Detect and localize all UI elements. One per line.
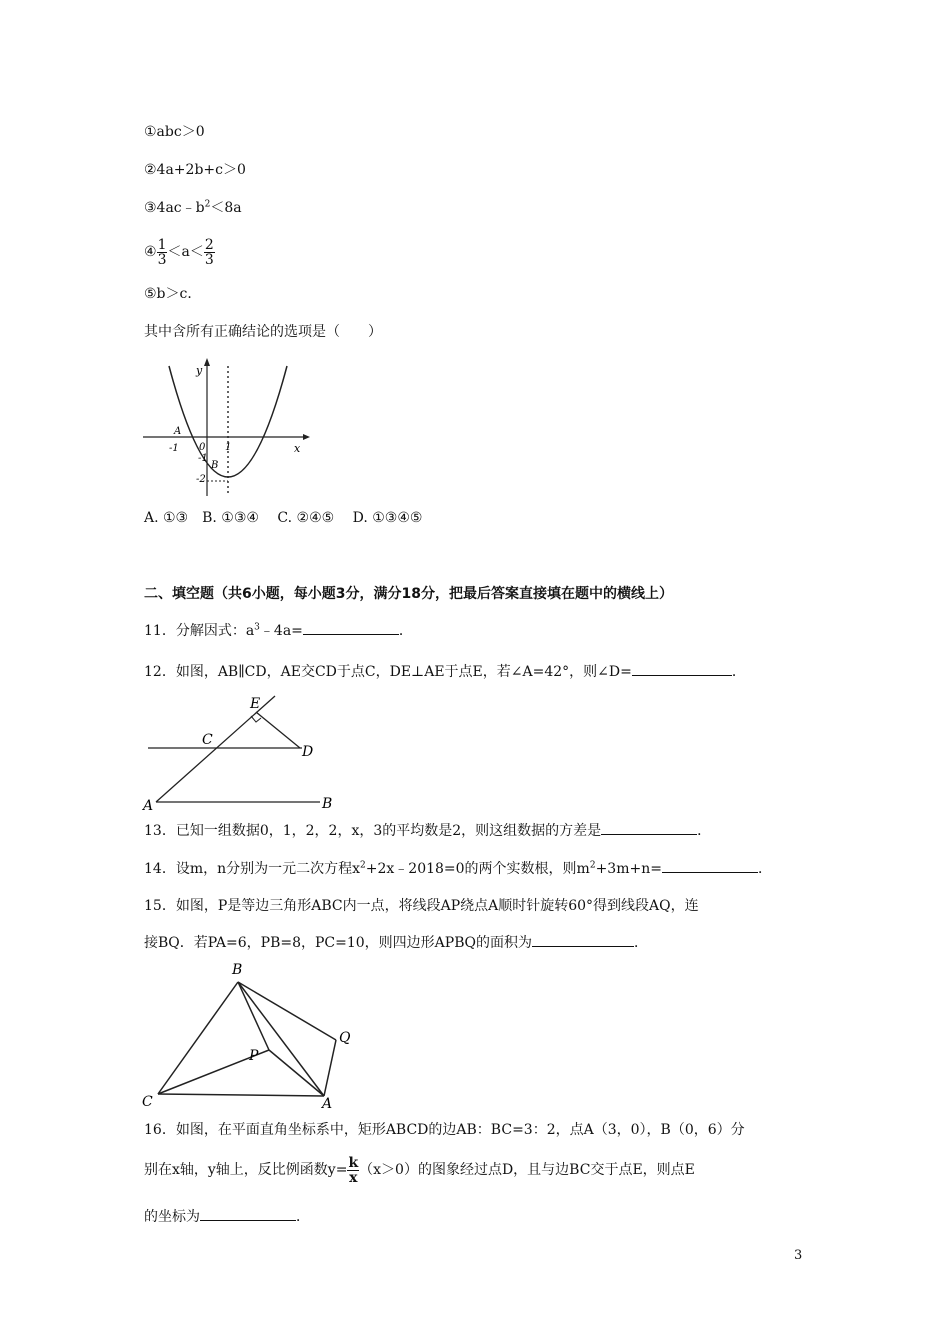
question-16-line-1: 16．如图，在平面直角坐标系中，矩形ABCD的边AB：BC=3：2，点A（3，0），B（0，6）分 <box>144 1122 745 1138</box>
option-5: ⑤b＞c． <box>144 286 202 302</box>
option-4-fraction-1 <box>157 238 168 267</box>
option-4-prefix: ④ <box>144 244 157 260</box>
q12-answer-blank[interactable] <box>632 661 732 676</box>
fraction-1-numerator: 1 <box>157 236 167 253</box>
question-15-line-1: 15．如图，P是等边三角形ABC内一点，将线段AP绕点A顺时针旋转60°得到线段AQ，连 <box>144 898 699 914</box>
q13-end: ． <box>697 823 712 839</box>
y-axis-arrow <box>204 358 210 366</box>
fraction-2-denominator: 3 <box>204 251 214 268</box>
section-title: 二、填空题（共6小题，每小题3分，满分18分，把最后答案直接填在题中的横线上） <box>144 586 673 602</box>
q16-end: ． <box>296 1209 310 1225</box>
question-14 <box>144 858 772 879</box>
option-3-text-a: ③4ac﹣b <box>144 200 205 216</box>
q15-end: ． <box>633 935 648 951</box>
q11-end: ． <box>398 623 413 639</box>
q11-sup: 3 <box>254 622 260 633</box>
graph-label-y: y <box>196 364 203 377</box>
fig15-label-Q: Q <box>339 1030 351 1046</box>
option-1: ①abc＞0 <box>144 124 205 140</box>
graph-label-A: A <box>174 426 182 437</box>
q13-text: 13．已知一组数据0，1，2，2，x，3的平均数是2，则这组数据的方差是 <box>144 823 602 839</box>
fig12-label-B: B <box>322 796 333 812</box>
q16-fraction <box>347 1156 359 1185</box>
fig15-label-C: C <box>142 1094 153 1110</box>
q11-text-a: 11．分解因式：a <box>144 623 255 639</box>
fraction-1-denominator: 3 <box>157 251 167 268</box>
q11-text-b: ﹣4a= <box>259 623 303 639</box>
graph-label-neg1: -1 <box>169 443 179 454</box>
equilateral-triangle-figure <box>138 958 358 1110</box>
option-3-text-b: ＜8a <box>210 200 242 216</box>
q16-fraction-denominator: x <box>349 1169 358 1186</box>
question-12 <box>144 661 746 682</box>
segment-bq <box>238 982 336 1040</box>
q14-text-b: +2x﹣2018=0的两个实数根，则m <box>365 861 590 877</box>
option-2: ②4a+2b+c＞0 <box>144 162 246 178</box>
option-3 <box>144 198 242 218</box>
answer-choices: A. ①③ B. ①③④ C. ②④⑤ D. ①③④⑤ <box>144 510 423 526</box>
graph-label-one: 1 <box>225 442 232 453</box>
q14-text-a: 14．设m，n分别为一元二次方程x <box>144 861 361 877</box>
question-11 <box>144 620 413 641</box>
x-axis-arrow <box>303 434 310 440</box>
option-4 <box>144 232 215 272</box>
q14-sup-1: 2 <box>360 860 366 871</box>
segment-ca <box>158 1094 324 1096</box>
graph-label-neg1-y: -1 <box>198 453 208 464</box>
fig15-label-A: A <box>322 1096 333 1110</box>
q11-answer-blank[interactable] <box>303 620 399 635</box>
segment-cb <box>158 982 238 1094</box>
q13-answer-blank[interactable] <box>601 820 697 835</box>
question-16-line-3 <box>144 1206 310 1227</box>
option-3-sup: 2 <box>204 199 211 210</box>
question-15-line-2 <box>144 932 648 953</box>
q16-text-b: （x＞0）的图象经过点D，且与边BC交于点E，则点E <box>359 1162 695 1178</box>
graph-label-neg2-y: -2 <box>196 474 206 485</box>
q14-text-c: +3m+n= <box>595 861 662 877</box>
parabola-graph <box>143 358 313 496</box>
page-number: 3 <box>794 1248 803 1263</box>
fig12-label-D: D <box>302 744 314 760</box>
fig12-label-A: A <box>143 798 154 812</box>
option-4-middle: ＜a＜ <box>167 244 204 260</box>
q15-text: 接BQ．若PA=6，PB=8，PC=10，则四边形APBQ的面积为 <box>144 935 532 951</box>
graph-label-B: B <box>211 460 219 471</box>
line-de <box>256 712 300 748</box>
q14-answer-blank[interactable] <box>662 858 758 873</box>
segment-ba <box>238 982 324 1096</box>
q15-answer-blank[interactable] <box>532 932 634 947</box>
q16-answer-blank[interactable] <box>200 1206 296 1221</box>
q16-text-a: 别在x轴，y轴上，反比例函数y= <box>144 1162 348 1178</box>
option-4-fraction-2 <box>204 238 215 267</box>
fig15-label-B: B <box>232 962 243 978</box>
graph-label-x: x <box>294 442 301 455</box>
fraction-2-numerator: 2 <box>204 236 214 253</box>
q14-sup-2: 2 <box>589 860 596 871</box>
q12-end: ． <box>731 664 746 680</box>
graph-label-origin: 0 <box>199 442 206 453</box>
q16-text-c: 的坐标为 <box>144 1209 200 1225</box>
question-13 <box>144 820 711 841</box>
parallel-lines-figure <box>140 688 340 812</box>
segment-pa <box>269 1050 324 1096</box>
q12-text: 12．如图，AB∥CD，AE交CD于点C，DE⊥AE于点E，若∠A=42°，则∠D= <box>144 664 632 680</box>
q16-fraction-numerator: k <box>348 1154 359 1171</box>
question-stem: 其中含所有正确结论的选项是（ ） <box>144 324 382 340</box>
fig12-label-C: C <box>202 732 213 748</box>
segment-qa <box>324 1040 336 1096</box>
q14-end: ． <box>757 861 772 877</box>
fig15-label-P: P <box>249 1048 259 1064</box>
question-16-line-2 <box>144 1150 695 1190</box>
fig12-label-E: E <box>250 696 261 712</box>
